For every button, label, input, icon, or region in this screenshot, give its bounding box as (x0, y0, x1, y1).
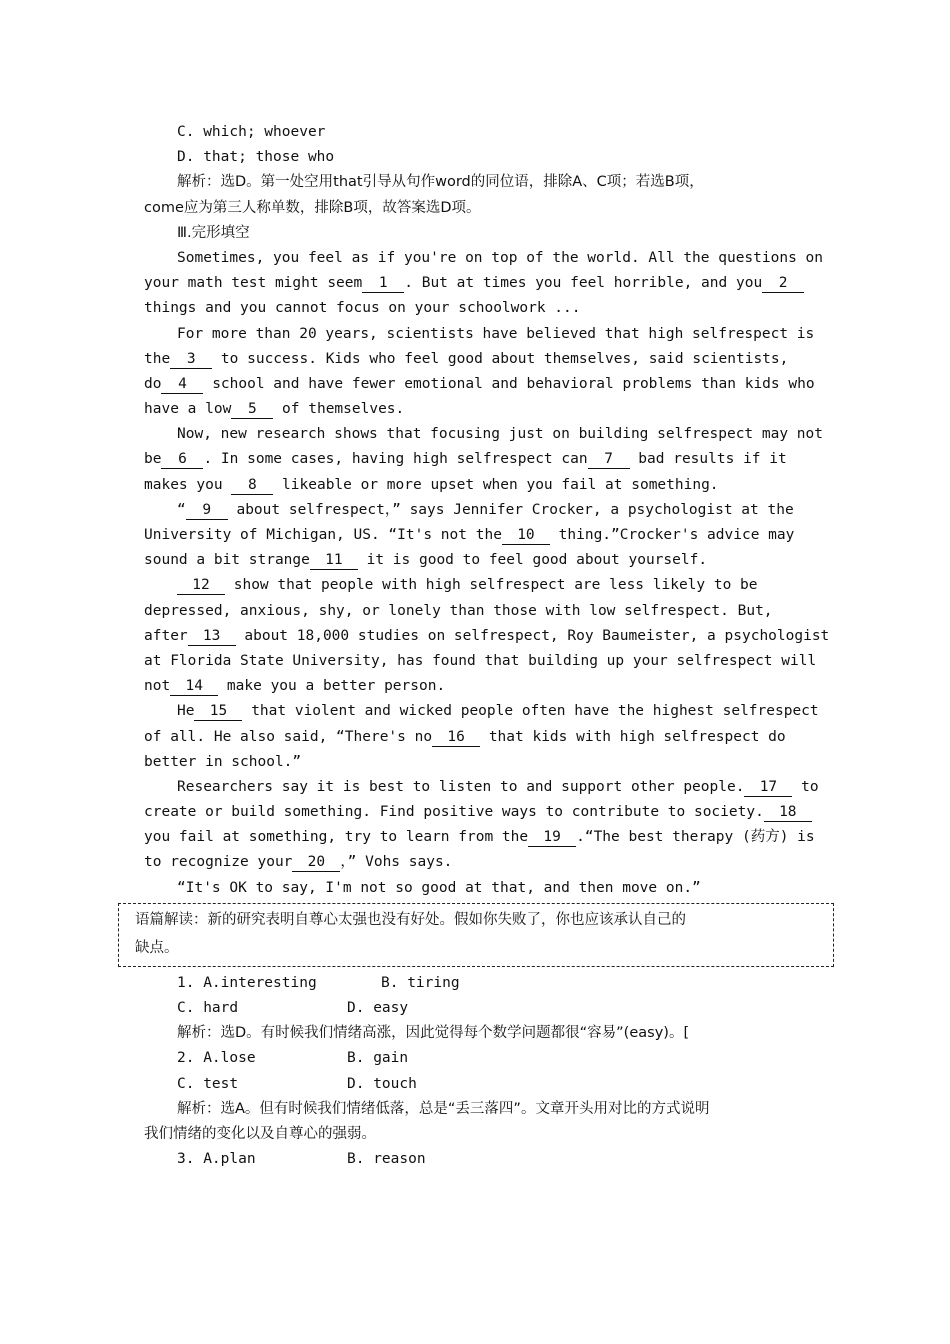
question-1-analysis: 解析：选D。有时候我们情绪高涨，因此觉得每个数学问题都很“容易”(easy)。[ (177, 1025, 690, 1042)
blank-14[interactable]: 14 (170, 677, 218, 696)
blank-19[interactable]: 19 (528, 828, 576, 847)
document-page (135, 120, 830, 1172)
blank-6[interactable]: 6 (161, 450, 203, 469)
option-3a[interactable]: 3. A.plan (177, 1151, 256, 1168)
summary-line-1: 语篇解读：新的研究表明自尊心太强也没有好处。假如你失败了，你也应该承认自己的 (135, 911, 686, 928)
passage-line: create or build something. Find positive ways to contribute to society. 18 (144, 800, 808, 825)
passage-line: to recognize your 20 ，” Vohs says. (144, 854, 453, 871)
blank-8[interactable]: 8 (231, 476, 273, 495)
prev-analysis-line-2: come应为第三人称单数，排除B项，故答案选D项。 (144, 199, 481, 216)
blank-1[interactable]: 1 (362, 274, 404, 293)
blank-16[interactable]: 16 (432, 728, 480, 747)
passage-line: University of Michigan, US. “It's not the 10 thing.”Crocker's advice may (144, 527, 795, 543)
passage-line: For more than 20 years, scientists have believed that high selfrespect is (177, 325, 815, 342)
blank-5[interactable]: 5 (231, 400, 273, 419)
passage-line: better in school.” (144, 753, 302, 770)
option-1d[interactable]: D. easy (347, 1000, 409, 1016)
passage-line: your math test might seem 1 . But at times you feel horrible, and you 2 (144, 271, 808, 296)
question-2-analysis-line-1: 解析：选A。但有时候我们情绪低落，总是“丢三落四”。文章开头用对比的方式说明 (177, 1100, 710, 1117)
question-2-analysis-line-2: 我们情绪的变化以及自尊心的强弱。 (144, 1125, 376, 1142)
passage-line: not 14 make you a better person. (144, 678, 446, 695)
blank-10[interactable]: 10 (502, 526, 550, 545)
blank-18[interactable]: 18 (764, 803, 812, 822)
question-1-options-cd (144, 996, 808, 1021)
blank-20[interactable]: 20 (292, 853, 340, 872)
section-title: Ⅲ.完形填空 (177, 224, 250, 241)
summary-line-2: 缺点。 (135, 939, 179, 956)
prev-option-c: C. which; whoever (177, 124, 326, 140)
option-2b[interactable]: B. gain (347, 1050, 409, 1067)
question-2-options-cd (144, 1072, 808, 1097)
blank-11[interactable]: 11 (310, 551, 358, 570)
blank-17[interactable]: 17 (744, 778, 792, 797)
passage-line: be 6 . In some cases, having high selfrespect can 7 bad results if it (144, 451, 787, 468)
passage-line: depressed, anxious, shy, or lonely than those with low selfrespect. But, (144, 602, 773, 619)
passage-line: do 4 school and have fewer emotional and behavioral problems than kids who (144, 375, 815, 392)
option-1c[interactable]: C. hard (177, 1000, 239, 1016)
blank-3[interactable]: 3 (170, 350, 212, 369)
passage-line: Researchers say it is best to listen to and support other people. 17 to (177, 778, 819, 795)
passage-line: you fail at something, try to learn from the 19 .“The best therapy (药方) is (144, 829, 815, 846)
option-2a[interactable]: 2. A.lose (177, 1050, 256, 1067)
passage-line: at Florida State University, has found that building up your selfrespect will (144, 652, 817, 669)
prev-analysis-line-1: 解析：选D。第一处空用that引导从句作word的同位语，排除A、C项；若选B项， (177, 174, 704, 191)
passage-line: the 3 to success. Kids who feel good about themselves, said scientists, (144, 350, 789, 367)
passage-line: of all. He also said, “There's no 16 that kids with high selfrespect do (144, 728, 786, 745)
blank-12[interactable]: 12 (177, 576, 225, 595)
blank-7[interactable]: 7 (588, 450, 630, 469)
blank-9[interactable]: 9 (186, 501, 228, 520)
passage-line: He 15 that violent and wicked people often have the highest selfrespect (177, 703, 819, 720)
summary-box (118, 903, 834, 967)
blank-2[interactable]: 2 (762, 274, 804, 293)
option-2c[interactable]: C. test (177, 1075, 239, 1092)
passage-line: “It's OK to say, I'm not so good at that, and then move on.” (177, 879, 701, 896)
passage-line: have a low 5 of themselves. (144, 401, 405, 418)
option-1a[interactable]: 1. A.interesting (177, 974, 317, 991)
passage-line: Now, new research shows that focusing just on building selfrespect may not (177, 426, 824, 443)
passage-line: Sometimes, you feel as if you're on top of the world. All the questions on (177, 249, 824, 266)
blank-4[interactable]: 4 (161, 375, 203, 394)
option-1b[interactable]: B. tiring (381, 974, 460, 991)
passage-line: makes you 8 likeable or more upset when you fail at something. (144, 476, 719, 493)
option-3b[interactable]: B. reason (347, 1151, 426, 1168)
passage-line: 12 show that people with high selfrespect are less likely to be (144, 573, 808, 598)
passage-line: “ 9 about selfrespect，” says Jennifer Crocker, a psychologist at the (177, 501, 794, 518)
prev-option-d: D. that; those who (177, 149, 335, 166)
blank-15[interactable]: 15 (194, 702, 242, 721)
passage-line: things and you cannot focus on your schoolwork ... (144, 300, 581, 317)
question-1-options-ab (144, 971, 808, 996)
passage-line: after 13 about 18,000 studies on selfrespect, Roy Baumeister, a psychologist (144, 627, 830, 644)
passage-line: sound a bit strange 11 it is good to feel good about yourself. (144, 552, 708, 569)
option-2d[interactable]: D. touch (347, 1075, 417, 1092)
blank-13[interactable]: 13 (188, 627, 236, 646)
question-2-options-ab (144, 1046, 808, 1071)
question-3-options-ab (144, 1147, 808, 1172)
